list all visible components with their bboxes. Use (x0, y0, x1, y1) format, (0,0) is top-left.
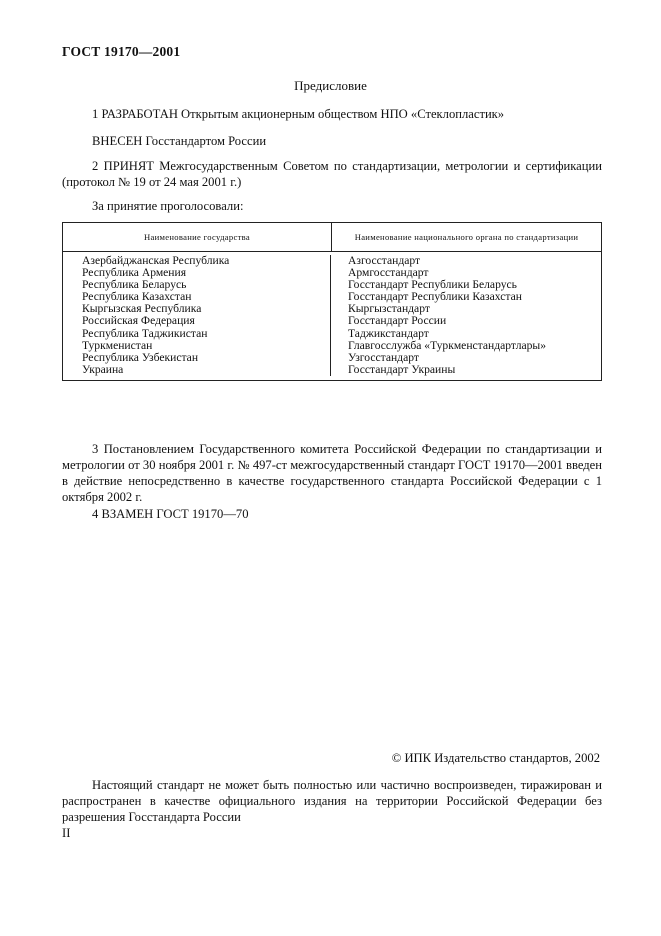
table-cell-state: Туркменистан (82, 338, 153, 352)
table-cell-standards-body: Главгосслужба «Туркменстандартлары» (348, 338, 547, 352)
table-cell-state: Республика Казахстан (82, 290, 192, 304)
column-header-state: Наименование государства (63, 223, 332, 251)
table-cell-state: Российская Федерация (82, 314, 195, 328)
table-cell-standards-body: Азгосстандарт (348, 254, 421, 267)
paragraph-replaced: 4 ВЗАМЕН ГОСТ 19170—70 (92, 507, 249, 521)
table-cell-standards-body: Кыргызстандарт (348, 302, 430, 316)
table-cell-state: Республика Армения (82, 266, 187, 280)
table-cell-standards-body: Таджикстандарт (348, 326, 429, 340)
voting-table (62, 222, 602, 381)
table-cell-state: Республика Узбекистан (82, 350, 199, 364)
table-cell-standards-body: Госстандарт Республики Беларусь (348, 278, 517, 292)
table-cell-state: Азербайджанская Республика (82, 254, 230, 267)
table-cell-standards-body: Узгосстандарт (348, 350, 419, 364)
table-cell-standards-body: Госстандарт Республики Казахстан (348, 290, 522, 304)
paragraph-enacted: 3 Постановлением Государственного комитета Российской Федерации по стандартизации и метрологии от 30 ноября 2001 г. № 497-ст межгосударственный стандарт ГОСТ 19170—2001 введен в действие непосредственно в качестве государственного стандарта Российской Федерации с 1 октября 2002 г. (62, 442, 602, 504)
table-cell-state: Республика Беларусь (82, 278, 187, 292)
table-cell-standards-body: Госстандарт России (348, 314, 447, 328)
standards-bodies-column (331, 255, 601, 376)
paragraph-voted: За принятие проголосовали: (92, 199, 244, 213)
table-header (63, 223, 601, 252)
page-number: II (62, 826, 71, 840)
document-code: ГОСТ 19170—2001 (62, 44, 181, 59)
table-cell-standards-body: Армгосстандарт (348, 266, 429, 280)
reproduction-notice: Настоящий стандарт не может быть полностью или частично воспроизведен, тиражирован и распространен в качестве официального издания на территории Российской Федерации без разрешения Госстандарта России (62, 778, 602, 824)
table-cell-state: Республика Таджикистан (82, 326, 208, 340)
table-body (63, 252, 601, 380)
table-cell-state: Украина (82, 362, 124, 376)
page-title: Предисловие (294, 78, 367, 93)
paragraph-developed: 1 РАЗРАБОТАН Открытым акционерным обществом НПО «Стеклопластик» (92, 107, 505, 121)
paragraph-introduced: ВНЕСЕН Госстандартом России (92, 134, 267, 148)
table-cell-state: Кыргызская Республика (82, 302, 202, 316)
states-column (63, 255, 331, 376)
paragraph-adopted: 2 ПРИНЯТ Межгосударственным Советом по стандартизации, метрологии и сертификации (протокол № 19 от 24 мая 2001 г.) (62, 159, 602, 189)
column-header-standards-body: Наименование национального органа по стандартизации (354, 231, 579, 242)
table-cell-standards-body: Госстандарт Украины (348, 362, 456, 376)
copyright-line: © ИПК Издательство стандартов, 2002 (391, 751, 600, 765)
